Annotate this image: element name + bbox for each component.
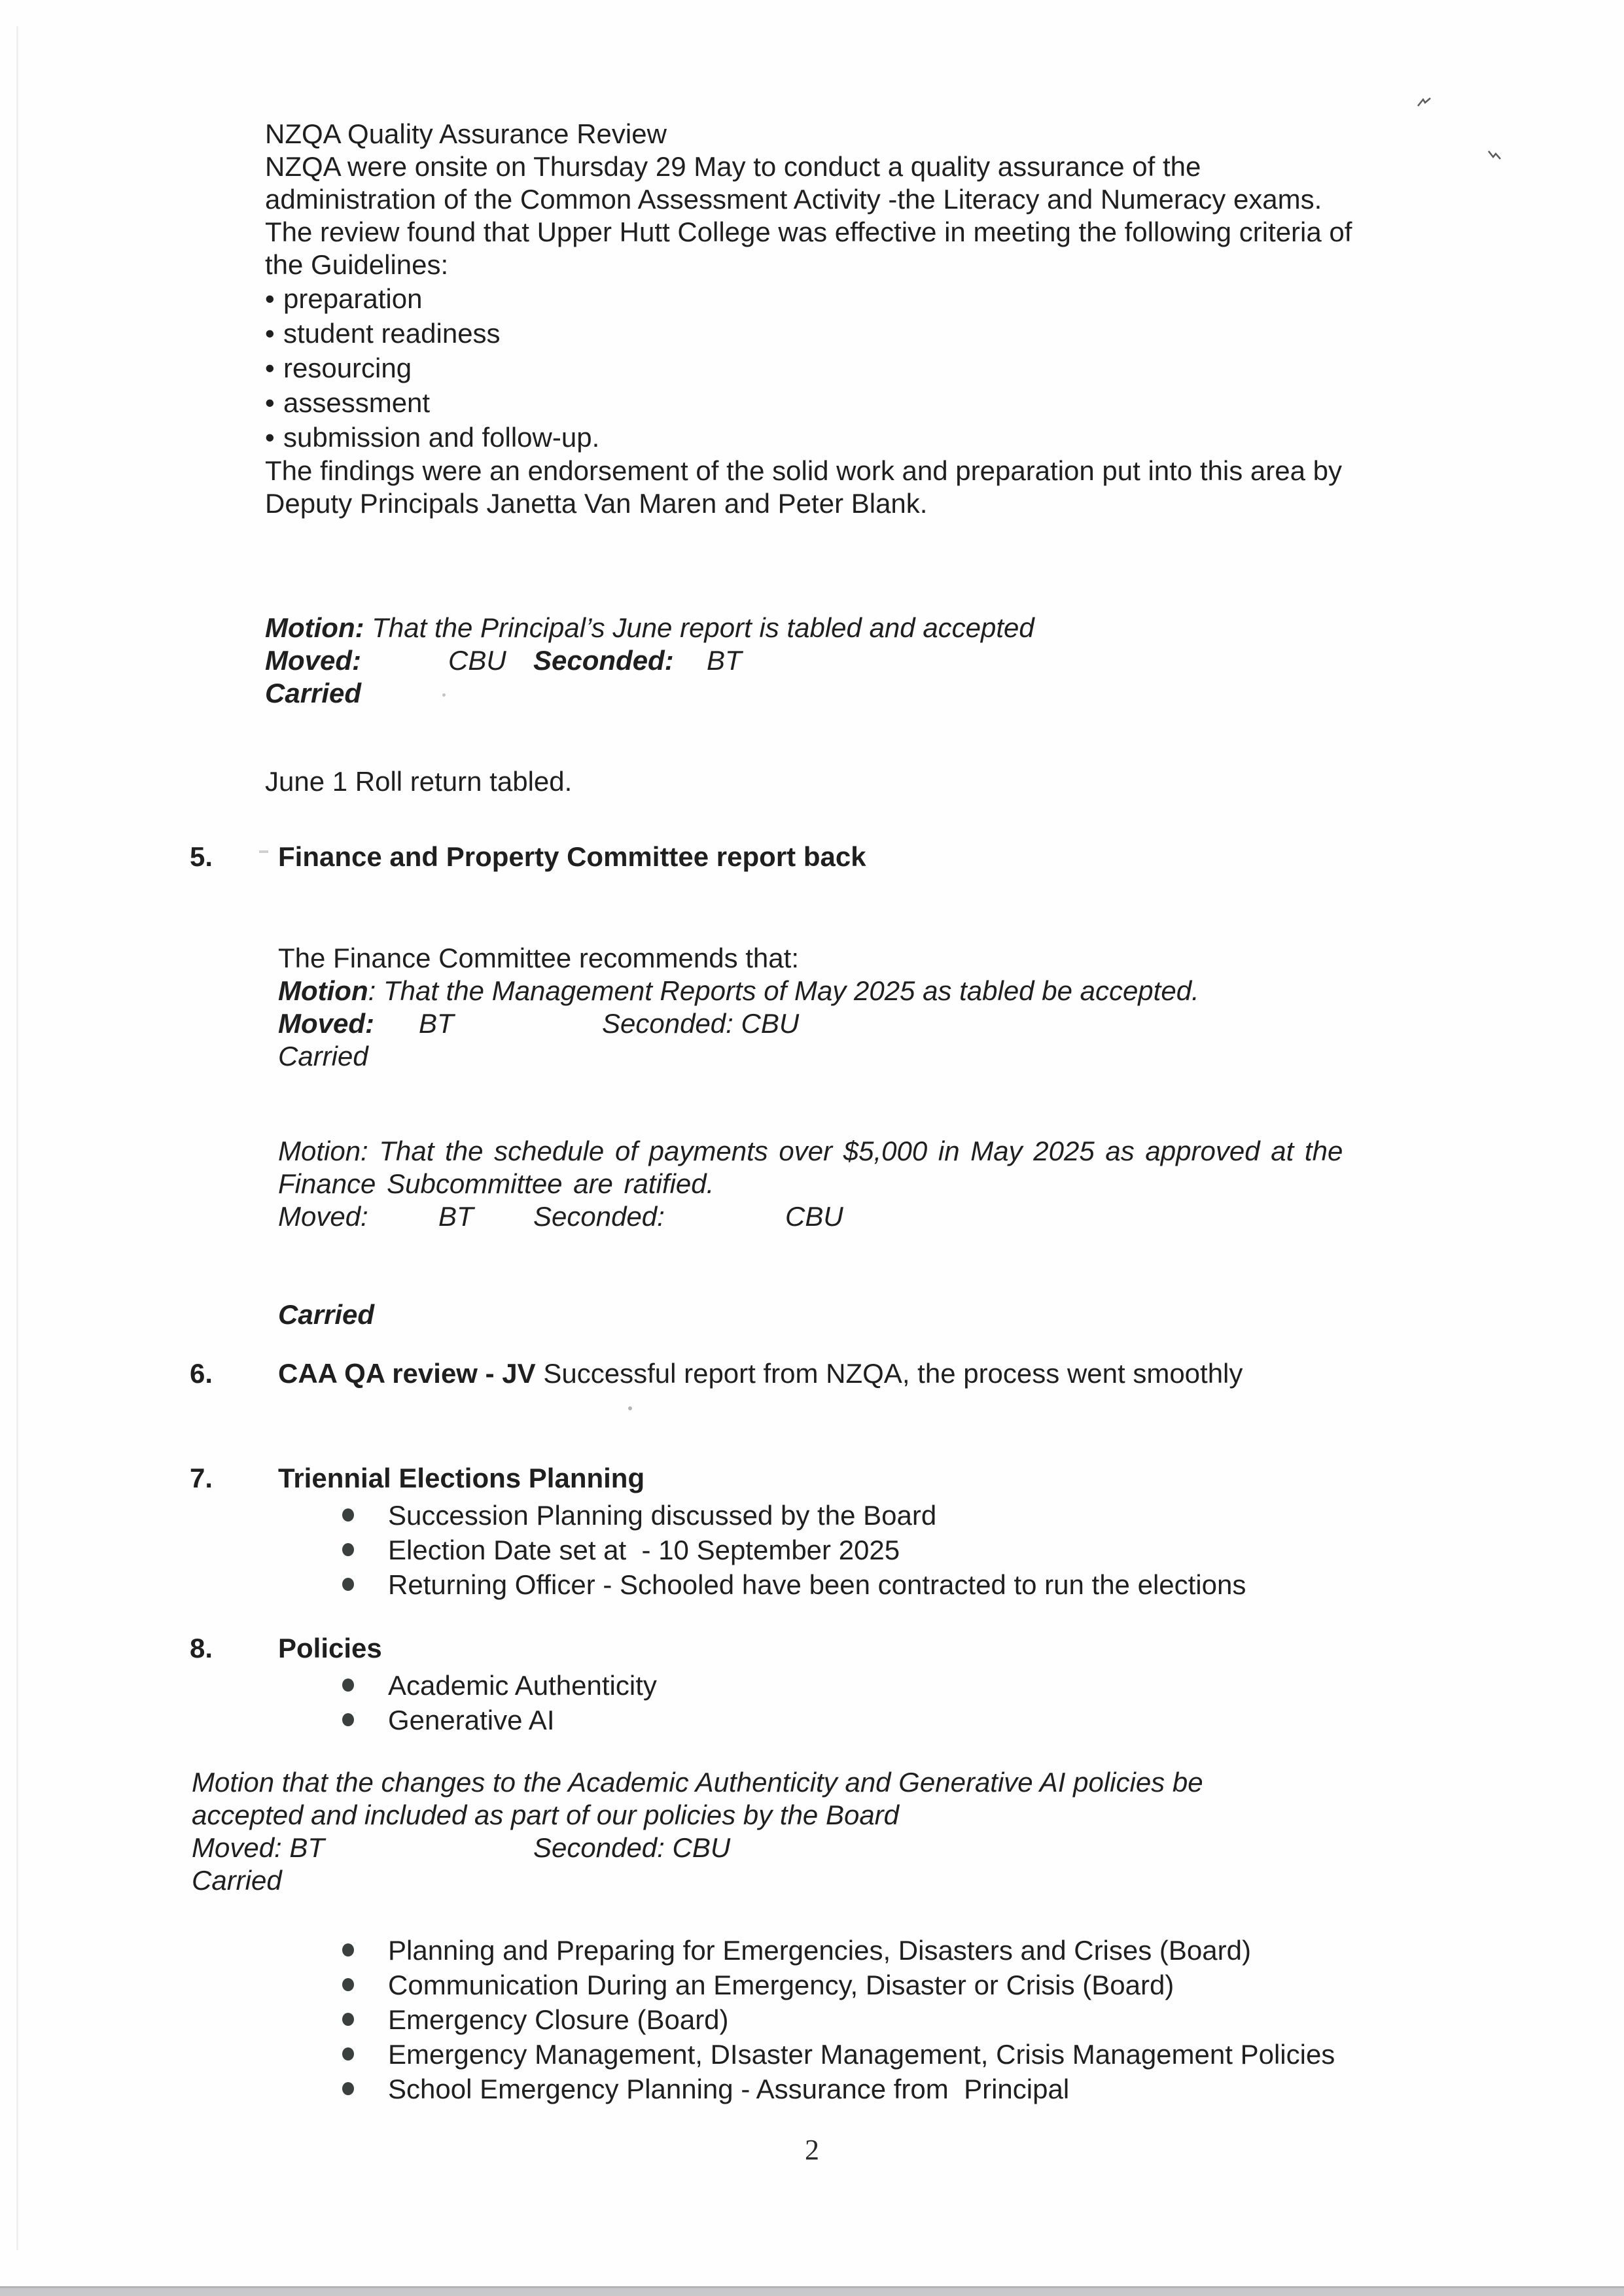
bullet-text: assessment <box>283 387 431 418</box>
section8-heading <box>190 1632 1624 1665</box>
moved-label: Moved: <box>278 1201 368 1232</box>
section-number: 7. <box>190 1463 213 1493</box>
bullet-text: Communication During an Emergency, Disaster or Crisis (Board) <box>388 1970 1174 2000</box>
section7-heading <box>190 1462 1624 1495</box>
carried-label: Carried <box>192 1865 282 1896</box>
nzqa-section <box>265 118 1624 798</box>
section5-motion2 <box>278 1135 1624 1233</box>
moved-line <box>192 1832 1624 1864</box>
carried-label: Carried <box>278 1299 375 1330</box>
moved-line <box>278 1200 1624 1233</box>
motion-paragraph: Motion that the changes to the Academic Authenticity and Generative AI policies be accepted and included as part of our policies by the Board <box>192 1767 1211 1830</box>
nzqa-paragraph: NZQA were onsite on Thursday 29 May to conduct a quality assurance of the administration of the Common Assessment Activity -the Literacy and Numeracy exams. The review found that Upper Hutt College was effective in meeting the following criteria of the Guidelines: <box>265 151 1360 280</box>
bullet-dot <box>342 1578 354 1591</box>
moved-value: BT <box>438 1201 474 1232</box>
bullet-text: Academic Authenticity <box>388 1670 657 1701</box>
motion-label: Motion <box>278 975 368 1006</box>
moved-label: Moved: <box>265 645 361 676</box>
list-item <box>265 351 1624 385</box>
bullet-text: Generative AI <box>388 1705 555 1735</box>
list-item <box>278 1668 1521 1703</box>
section-title: Triennial Elections Planning <box>278 1463 645 1493</box>
list-item <box>265 281 1624 316</box>
seconded-pair: Seconded: CBU <box>602 1008 800 1039</box>
bullet-glyph: • <box>265 422 275 453</box>
moved-value: BT <box>419 1008 454 1039</box>
list-item <box>278 2037 1521 2072</box>
list-item <box>278 1968 1521 2002</box>
bullet-text: student readiness <box>283 318 501 349</box>
section6-heading <box>190 1357 1624 1390</box>
section-number: 8. <box>190 1633 213 1663</box>
section-title-rest: Successful report from NZQA, the process went smoothly <box>535 1358 1243 1389</box>
bullet-glyph: • <box>265 353 275 383</box>
motion-text: That the Principal’s June report is tabled and accepted <box>364 612 1034 643</box>
section8-bullet-list <box>278 1668 1521 1737</box>
scan-speck-icon <box>1417 97 1432 109</box>
list-item <box>278 1533 1521 1567</box>
bullet-dot <box>342 1508 354 1522</box>
section7-bullet-list <box>278 1498 1521 1602</box>
seconded-value: CBU <box>785 1201 843 1232</box>
scan-edge-line <box>16 26 18 2250</box>
section-title: Finance and Property Committee report back <box>278 841 866 872</box>
moved-label: Moved: <box>278 1008 374 1039</box>
carried-label: Carried <box>278 1041 368 1071</box>
moved-value: CBU <box>448 645 506 676</box>
list-item <box>278 1933 1521 1968</box>
policy-bullet-list <box>278 1933 1521 2106</box>
bullet-text: Succession Planning discussed by the Board <box>388 1500 937 1531</box>
motion-paragraph: Motion: That the schedule of payments over $5,000 in May 2025 as approved at the Finance Subcommittee are ratified. <box>278 1136 1354 1199</box>
list-item <box>278 1567 1521 1602</box>
nzqa-findings: The findings were an endorsement of the solid work and preparation put into this area by Deputy Principals Janetta Van Maren and Peter Blank. <box>265 455 1350 519</box>
list-item <box>265 385 1624 420</box>
section-title: Policies <box>278 1633 382 1663</box>
section5-body <box>278 942 1624 1073</box>
list-item <box>278 2072 1521 2106</box>
scan-edge-strip <box>0 2286 1624 2296</box>
seconded-value: BT <box>707 645 742 676</box>
list-item <box>278 1703 1521 1737</box>
motion-text: : That the Management Reports of May 2025 as tabled be accepted. <box>368 975 1199 1006</box>
section-title: CAA QA review - JV <box>278 1358 536 1389</box>
nzqa-heading: NZQA Quality Assurance Review <box>265 118 667 149</box>
bullet-text: Emergency Closure (Board) <box>388 2004 729 2035</box>
moved-line <box>278 1007 1624 1040</box>
bullet-text: Planning and Preparing for Emergencies, Disasters and Crises (Board) <box>388 1935 1251 1966</box>
bullet-dot <box>342 2047 354 2061</box>
bullet-dot <box>342 1543 354 1556</box>
bullet-glyph: • <box>265 318 275 349</box>
bullet-dot <box>342 1679 354 1692</box>
seconded-pair: Seconded: CBU <box>533 1832 731 1863</box>
bullet-dot <box>342 1713 354 1726</box>
motion-label: Motion: <box>265 612 364 643</box>
scan-speck-dot <box>628 1406 632 1410</box>
bullet-text: Emergency Management, DIsaster Management, Crisis Management Policies <box>388 2039 1335 2070</box>
page-number: 2 <box>805 2134 819 2166</box>
bullet-glyph: • <box>265 387 275 418</box>
carried-label: Carried <box>265 678 362 708</box>
list-item <box>278 2002 1521 2037</box>
bullet-text: School Emergency Planning - Assurance from Principal <box>388 2074 1070 2104</box>
bullet-dot <box>342 1978 354 1991</box>
roll-note: June 1 Roll return tabled. <box>265 766 573 797</box>
bullet-dot <box>342 1943 354 1957</box>
policy-motion-block <box>192 1766 1624 1897</box>
list-item <box>265 420 1624 455</box>
motion-line <box>278 975 1624 1007</box>
bullet-dot <box>342 2013 354 2026</box>
motion-block <box>265 612 1624 710</box>
motion-line <box>265 612 1624 644</box>
moved-line <box>265 644 1624 677</box>
section-number: 6. <box>190 1358 213 1389</box>
seconded-label: Seconded: <box>533 1201 665 1232</box>
bullet-text: submission and follow-up. <box>283 422 600 453</box>
scan-speck-icon <box>1487 149 1502 161</box>
moved-pair: Moved: BT <box>192 1832 325 1863</box>
section-number: 5. <box>190 841 213 872</box>
bullet-text: Returning Officer - Schooled have been contracted to run the elections <box>388 1569 1246 1600</box>
bullet-text: Election Date set at - 10 September 2025 <box>388 1535 900 1565</box>
bullet-text: resourcing <box>283 353 412 383</box>
finance-intro: The Finance Committee recommends that: <box>278 943 799 973</box>
seconded-label: Seconded: <box>533 645 674 676</box>
scan-speck-dot <box>442 693 446 697</box>
bullet-glyph: • <box>265 283 275 314</box>
scan-speck-dash <box>259 850 268 853</box>
bullet-dot <box>342 2082 354 2095</box>
nzqa-bullet-list <box>265 281 1624 455</box>
section5-heading <box>190 841 1624 873</box>
list-item <box>278 1498 1521 1533</box>
bullet-text: preparation <box>283 283 423 314</box>
list-item <box>265 316 1624 351</box>
